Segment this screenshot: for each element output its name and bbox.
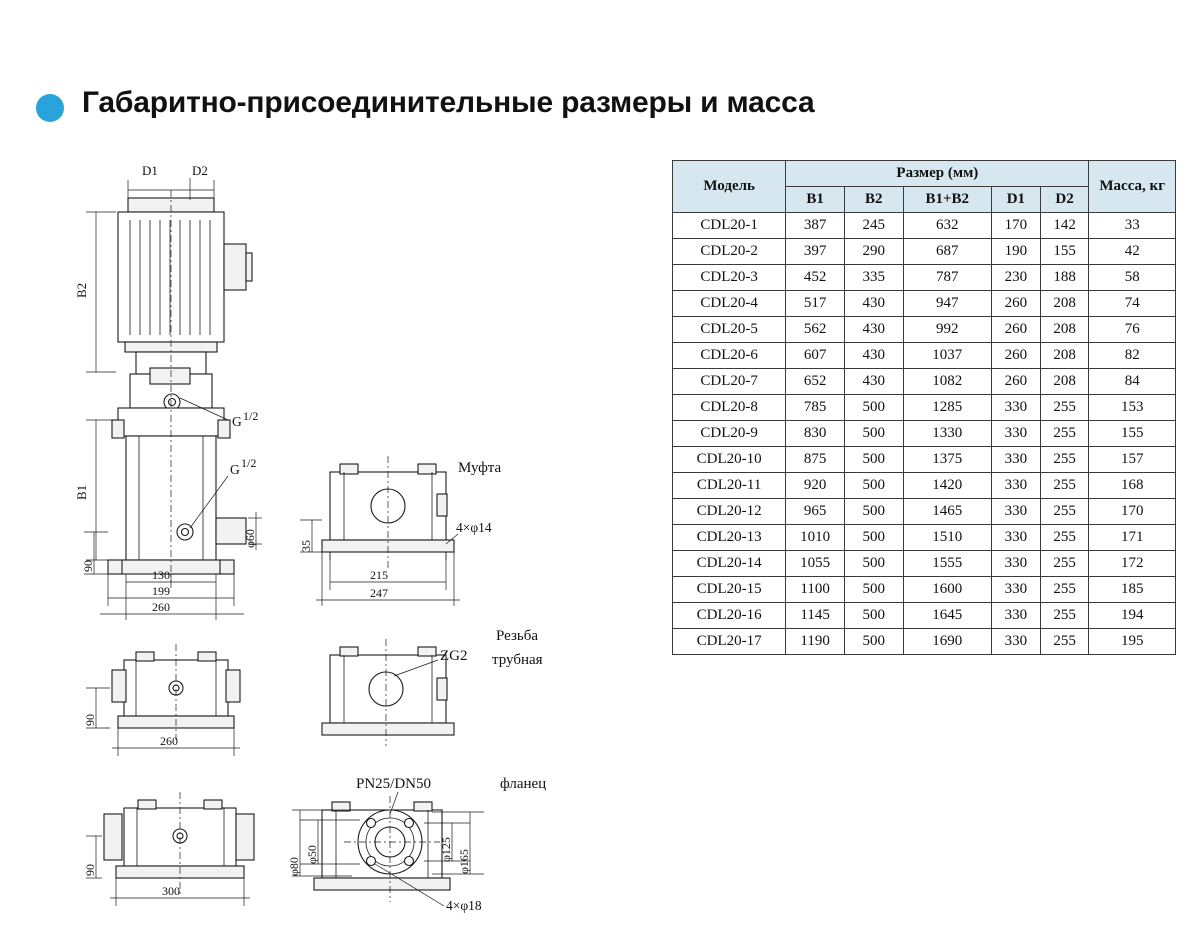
cell-model: CDL20-10 — [673, 447, 786, 473]
cell-b1-plus-b2: 1645 — [903, 603, 991, 629]
cell-mass: 153 — [1089, 395, 1176, 421]
cell-mass: 195 — [1089, 629, 1176, 655]
cell-model: CDL20-7 — [673, 369, 786, 395]
table-row — [673, 343, 1176, 369]
cell-d1: 330 — [992, 629, 1041, 655]
table-row — [673, 239, 1176, 265]
table-row — [673, 499, 1176, 525]
cell-b2: 500 — [844, 551, 903, 577]
cell-d2: 255 — [1040, 421, 1089, 447]
label-thread-lower-sup: 1/2 — [241, 456, 257, 470]
cell-model: CDL20-5 — [673, 317, 786, 343]
cell-b1-plus-b2: 687 — [903, 239, 991, 265]
cell-b2: 500 — [844, 629, 903, 655]
label-coupling: Муфта — [458, 460, 502, 476]
cell-b1: 652 — [786, 369, 845, 395]
page-header — [0, 40, 1200, 119]
cell-b1-plus-b2: 632 — [903, 213, 991, 239]
cell-b2: 500 — [844, 473, 903, 499]
cell-b1: 965 — [786, 499, 845, 525]
table-body — [673, 213, 1176, 655]
cell-b2: 430 — [844, 343, 903, 369]
base-view-3 — [83, 792, 254, 906]
cell-mass: 168 — [1089, 473, 1176, 499]
label-holes-18: 4×φ18 — [446, 898, 482, 913]
table-row — [673, 577, 1176, 603]
th-model: Модель — [673, 161, 786, 213]
cell-model: CDL20-12 — [673, 499, 786, 525]
drawing-svg — [0, 120, 660, 950]
th-b1-plus-b2: B1+B2 — [903, 187, 991, 213]
cell-mass: 42 — [1089, 239, 1176, 265]
cell-d1: 170 — [992, 213, 1041, 239]
cell-model: CDL20-6 — [673, 343, 786, 369]
cell-b1: 397 — [786, 239, 845, 265]
cell-b1: 830 — [786, 421, 845, 447]
cell-mass: 84 — [1089, 369, 1176, 395]
cell-model: CDL20-13 — [673, 525, 786, 551]
page-title: Габаритно-присоединительные размеры и масса — [82, 86, 815, 119]
cell-b1-plus-b2: 1375 — [903, 447, 991, 473]
cell-b1-plus-b2: 1037 — [903, 343, 991, 369]
cell-mass: 74 — [1089, 291, 1176, 317]
label-300: 300 — [162, 884, 180, 898]
cell-mass: 171 — [1089, 525, 1176, 551]
cell-mass: 157 — [1089, 447, 1176, 473]
cell-b1-plus-b2: 947 — [903, 291, 991, 317]
thread-view — [322, 628, 543, 746]
cell-d1: 330 — [992, 525, 1041, 551]
label-phi60: φ60 — [243, 529, 257, 548]
th-size-group: Размер (мм) — [786, 161, 1089, 187]
cell-model: CDL20-15 — [673, 577, 786, 603]
cell-model: CDL20-2 — [673, 239, 786, 265]
cell-mass: 172 — [1089, 551, 1176, 577]
label-pn-dn: PN25/DN50 — [356, 776, 432, 792]
cell-b1: 562 — [786, 317, 845, 343]
cell-b1-plus-b2: 1600 — [903, 577, 991, 603]
cell-b1: 785 — [786, 395, 845, 421]
cell-b1-plus-b2: 1330 — [903, 421, 991, 447]
flange-view — [287, 776, 546, 913]
label-thread-upper-sup: 1/2 — [243, 409, 259, 423]
cell-b1: 1100 — [786, 577, 845, 603]
cell-d1: 260 — [992, 317, 1041, 343]
cell-d2: 208 — [1040, 317, 1089, 343]
coupling-view — [299, 456, 502, 606]
cell-d1: 330 — [992, 421, 1041, 447]
label-247: 247 — [370, 586, 388, 600]
label-phi80: φ80 — [287, 857, 301, 876]
cell-d2: 255 — [1040, 473, 1089, 499]
cell-b2: 335 — [844, 265, 903, 291]
cell-model: CDL20-17 — [673, 629, 786, 655]
label-215: 215 — [370, 568, 388, 582]
cell-d2: 255 — [1040, 525, 1089, 551]
label-199: 199 — [152, 584, 170, 598]
label-d2: D2 — [192, 163, 208, 178]
table-row — [673, 603, 1176, 629]
cell-b1-plus-b2: 787 — [903, 265, 991, 291]
cell-b2: 500 — [844, 525, 903, 551]
cell-b1: 875 — [786, 447, 845, 473]
cell-d1: 330 — [992, 473, 1041, 499]
label-zg2: ZG2 — [440, 648, 468, 664]
cell-d1: 260 — [992, 369, 1041, 395]
cell-b2: 500 — [844, 577, 903, 603]
th-d1: D1 — [992, 187, 1041, 213]
cell-b2: 430 — [844, 369, 903, 395]
label-90-base3: 90 — [83, 864, 97, 876]
cell-d2: 208 — [1040, 343, 1089, 369]
table-row — [673, 629, 1176, 655]
cell-d2: 255 — [1040, 499, 1089, 525]
cell-d1: 330 — [992, 447, 1041, 473]
cell-model: CDL20-8 — [673, 395, 786, 421]
cell-d1: 330 — [992, 499, 1041, 525]
label-130: 130 — [152, 568, 170, 582]
cell-model: CDL20-14 — [673, 551, 786, 577]
cell-b1-plus-b2: 1285 — [903, 395, 991, 421]
cell-d2: 155 — [1040, 239, 1089, 265]
label-90-main: 90 — [81, 560, 95, 572]
cell-d2: 188 — [1040, 265, 1089, 291]
th-b1: B1 — [786, 187, 845, 213]
cell-b1-plus-b2: 1555 — [903, 551, 991, 577]
table-row — [673, 317, 1176, 343]
label-b2: B2 — [74, 282, 89, 298]
cell-mass: 155 — [1089, 421, 1176, 447]
cell-model: CDL20-1 — [673, 213, 786, 239]
cell-d2: 255 — [1040, 551, 1089, 577]
cell-d2: 208 — [1040, 291, 1089, 317]
cell-d2: 255 — [1040, 447, 1089, 473]
cell-mass: 76 — [1089, 317, 1176, 343]
cell-b2: 245 — [844, 213, 903, 239]
cell-d2: 208 — [1040, 369, 1089, 395]
label-flange: фланец — [500, 776, 547, 792]
cell-b2: 500 — [844, 603, 903, 629]
cell-mass: 185 — [1089, 577, 1176, 603]
label-thread-upper: G — [232, 414, 242, 429]
table-row — [673, 525, 1176, 551]
table-row — [673, 213, 1176, 239]
label-thread-lower: G — [230, 462, 240, 477]
table-row — [673, 291, 1176, 317]
cell-b2: 500 — [844, 499, 903, 525]
label-35: 35 — [299, 540, 313, 552]
cell-d1: 230 — [992, 265, 1041, 291]
label-thread-line2: трубная — [492, 652, 543, 668]
cell-b1: 517 — [786, 291, 845, 317]
table-row — [673, 421, 1176, 447]
cell-d2: 255 — [1040, 577, 1089, 603]
cell-model: CDL20-4 — [673, 291, 786, 317]
cell-b2: 500 — [844, 421, 903, 447]
cell-d1: 260 — [992, 343, 1041, 369]
cell-b2: 430 — [844, 291, 903, 317]
table-row — [673, 473, 1176, 499]
label-holes-14: 4×φ14 — [456, 520, 492, 535]
cell-d2: 255 — [1040, 603, 1089, 629]
table-row — [673, 395, 1176, 421]
label-b1: B1 — [74, 484, 89, 500]
cell-b1-plus-b2: 1465 — [903, 499, 991, 525]
label-d1: D1 — [142, 163, 158, 178]
cell-b1: 1190 — [786, 629, 845, 655]
cell-d2: 142 — [1040, 213, 1089, 239]
cell-d1: 330 — [992, 577, 1041, 603]
cell-d2: 255 — [1040, 395, 1089, 421]
cell-b1: 387 — [786, 213, 845, 239]
cell-b1: 920 — [786, 473, 845, 499]
cell-b1: 607 — [786, 343, 845, 369]
cell-d1: 190 — [992, 239, 1041, 265]
table-row — [673, 265, 1176, 291]
cell-model: CDL20-3 — [673, 265, 786, 291]
table-row — [673, 551, 1176, 577]
label-phi165: φ165 — [457, 849, 471, 874]
table-row — [673, 369, 1176, 395]
cell-b1-plus-b2: 1690 — [903, 629, 991, 655]
cell-d1: 260 — [992, 291, 1041, 317]
cell-b1: 1145 — [786, 603, 845, 629]
label-260-main: 260 — [152, 600, 170, 614]
cell-b2: 430 — [844, 317, 903, 343]
cell-d1: 330 — [992, 395, 1041, 421]
cell-mass: 58 — [1089, 265, 1176, 291]
label-thread-line1: Резьба — [496, 628, 539, 644]
cell-d2: 255 — [1040, 629, 1089, 655]
cell-model: CDL20-11 — [673, 473, 786, 499]
cell-b1: 452 — [786, 265, 845, 291]
dimensions-table — [672, 160, 1176, 655]
th-d2: D2 — [1040, 187, 1089, 213]
cell-d1: 330 — [992, 551, 1041, 577]
main-pump-view — [74, 163, 262, 620]
cell-mass: 33 — [1089, 213, 1176, 239]
th-mass: Масса, кг — [1089, 161, 1176, 213]
cell-b1-plus-b2: 1510 — [903, 525, 991, 551]
cell-d1: 330 — [992, 603, 1041, 629]
cell-mass: 194 — [1089, 603, 1176, 629]
table-header-row-1 — [673, 161, 1176, 187]
table-row — [673, 447, 1176, 473]
cell-b1-plus-b2: 992 — [903, 317, 991, 343]
cell-mass: 82 — [1089, 343, 1176, 369]
cell-model: CDL20-16 — [673, 603, 786, 629]
label-260-base2: 260 — [160, 734, 178, 748]
technical-drawings — [0, 120, 660, 950]
cell-b1-plus-b2: 1082 — [903, 369, 991, 395]
label-phi125: φ125 — [439, 837, 453, 862]
dimensions-table-wrap — [672, 160, 1176, 655]
cell-b2: 290 — [844, 239, 903, 265]
label-90-base2: 90 — [83, 714, 97, 726]
cell-b1: 1055 — [786, 551, 845, 577]
label-phi50: φ50 — [305, 845, 319, 864]
cell-b1-plus-b2: 1420 — [903, 473, 991, 499]
bullet-icon — [36, 94, 64, 122]
base-view-2 — [83, 644, 240, 756]
cell-b2: 500 — [844, 447, 903, 473]
cell-model: CDL20-9 — [673, 421, 786, 447]
cell-mass: 170 — [1089, 499, 1176, 525]
cell-b1: 1010 — [786, 525, 845, 551]
th-b2: B2 — [844, 187, 903, 213]
cell-b2: 500 — [844, 395, 903, 421]
